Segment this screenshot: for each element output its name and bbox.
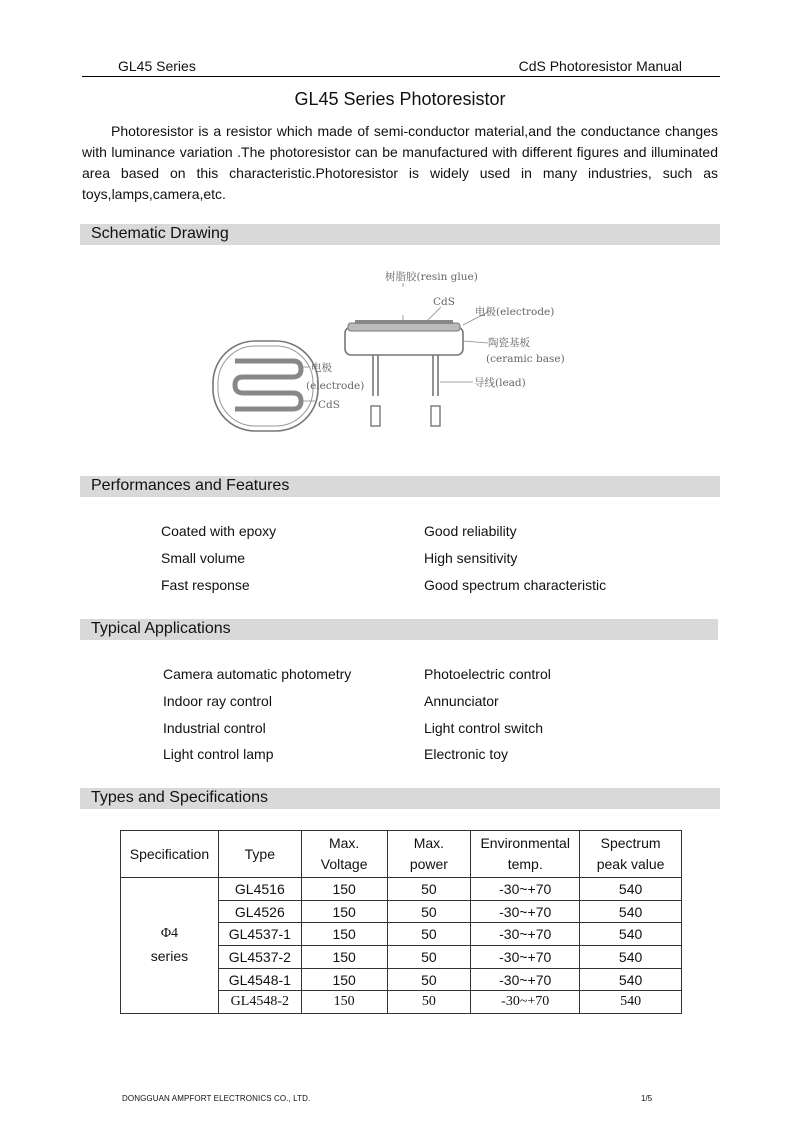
section-applications: [80, 619, 718, 640]
footer-page-number: 1/5: [641, 1094, 653, 1103]
application-item: Light control switch: [424, 720, 544, 736]
cell-voltage: 150: [301, 878, 387, 901]
cell-type: GL4548-1: [218, 968, 301, 991]
schematic-drawing: [205, 263, 575, 433]
application-item: Photoelectric control: [424, 666, 551, 682]
cell-type: GL4537-1: [218, 923, 301, 946]
application-item: Industrial control: [163, 720, 266, 736]
section-performance: [80, 476, 720, 497]
cell-peak: 540: [580, 991, 682, 1014]
cell-voltage: 150: [301, 968, 387, 991]
cell-power: 50: [387, 900, 471, 923]
cell-power: 50: [387, 968, 471, 991]
header-environmental-temp: Environmental temp.: [471, 831, 580, 878]
cell-voltage: 150: [301, 900, 387, 923]
header-spectrum-peak: Spectrum peak value: [580, 831, 682, 878]
series-cell: Φ4 series: [121, 878, 219, 1014]
cell-peak: 540: [580, 900, 682, 923]
label-cds-top: CdS: [433, 296, 455, 308]
cell-voltage: 150: [301, 923, 387, 946]
cell-peak: 540: [580, 946, 682, 969]
front-view-diagram: [213, 341, 318, 431]
application-item: Annunciator: [424, 693, 499, 709]
label-cds-front: CdS: [318, 399, 340, 411]
cell-temp: -30~+70: [471, 923, 580, 946]
cell-temp: -30~+70: [471, 946, 580, 969]
label-ceramic-en: (ceramic base): [486, 353, 565, 365]
feature-item: Small volume: [161, 550, 246, 566]
footer-company: DONGGUAN AMPFORT ELECTRONICS CO., LTD.: [122, 1094, 311, 1103]
label-electrode-side: 电极(electrode): [475, 306, 555, 318]
header-type: Type: [218, 831, 301, 878]
cell-power: 50: [387, 923, 471, 946]
cell-type: GL4526: [218, 900, 301, 923]
header-rule: [82, 76, 720, 77]
header-series: GL45 Series: [118, 58, 196, 74]
header-max-power: Max. power: [387, 831, 471, 878]
application-item: Electronic toy: [424, 746, 509, 762]
section-performance-title: Performances and Features: [91, 477, 290, 494]
page-title: GL45 Series Photoresistor: [294, 89, 506, 109]
cell-peak: 540: [580, 923, 682, 946]
section-applications-title: Typical Applications: [91, 620, 231, 637]
header-manual-title: CdS Photoresistor Manual: [518, 58, 682, 74]
cell-type: GL4516: [218, 878, 301, 901]
application-item: Light control lamp: [163, 746, 274, 762]
header-max-voltage: Max. Voltage: [301, 831, 387, 878]
cell-voltage: 150: [301, 991, 387, 1014]
application-item: Indoor ray control: [163, 693, 272, 709]
cell-power: 50: [387, 878, 471, 901]
section-schematic: [80, 224, 720, 245]
label-resin-glue: 树脂胶(resin glue): [385, 271, 478, 283]
feature-item: Good reliability: [424, 523, 517, 539]
feature-item: Coated with epoxy: [161, 523, 277, 539]
cell-power: 50: [387, 991, 471, 1014]
label-lead: 导线(lead): [474, 377, 526, 389]
cell-temp: -30~+70: [471, 878, 580, 901]
section-types: [80, 788, 720, 809]
cell-peak: 540: [580, 878, 682, 901]
section-types-title: Types and Specifications: [91, 789, 268, 806]
cell-voltage: 150: [301, 946, 387, 969]
cell-temp: -30~+70: [471, 900, 580, 923]
section-schematic-title: Schematic Drawing: [91, 225, 229, 242]
cell-type: GL4548-2: [218, 991, 301, 1014]
label-electrode-cn: 电极: [311, 362, 332, 374]
cell-peak: 540: [580, 968, 682, 991]
cell-type: GL4537-2: [218, 946, 301, 969]
cell-temp: -30~+70: [471, 968, 580, 991]
cell-power: 50: [387, 946, 471, 969]
feature-item: Good spectrum characteristic: [424, 577, 607, 593]
specifications-table: [120, 830, 682, 1014]
intro-paragraph: Photoresistor is a resistor which made of semi-conductor material,and the conductance changes with luminance variation .The photoresistor can be manufactured with different figures and illuminated area based on this characteristic.Photoresistor is widely used in many industries, such as toys,lamps,camera,etc.: [82, 123, 718, 202]
header-specification: Specification: [121, 831, 219, 878]
table-header-row: [121, 831, 682, 878]
label-ceramic-cn: 陶瓷基板: [488, 337, 530, 349]
label-electrode-en: (electrode): [306, 380, 365, 392]
cell-temp: -30~+70: [471, 991, 580, 1014]
application-item: Camera automatic photometry: [163, 666, 352, 682]
table-row: [121, 878, 682, 901]
feature-item: Fast response: [161, 577, 250, 593]
feature-item: High sensitivity: [424, 550, 518, 566]
